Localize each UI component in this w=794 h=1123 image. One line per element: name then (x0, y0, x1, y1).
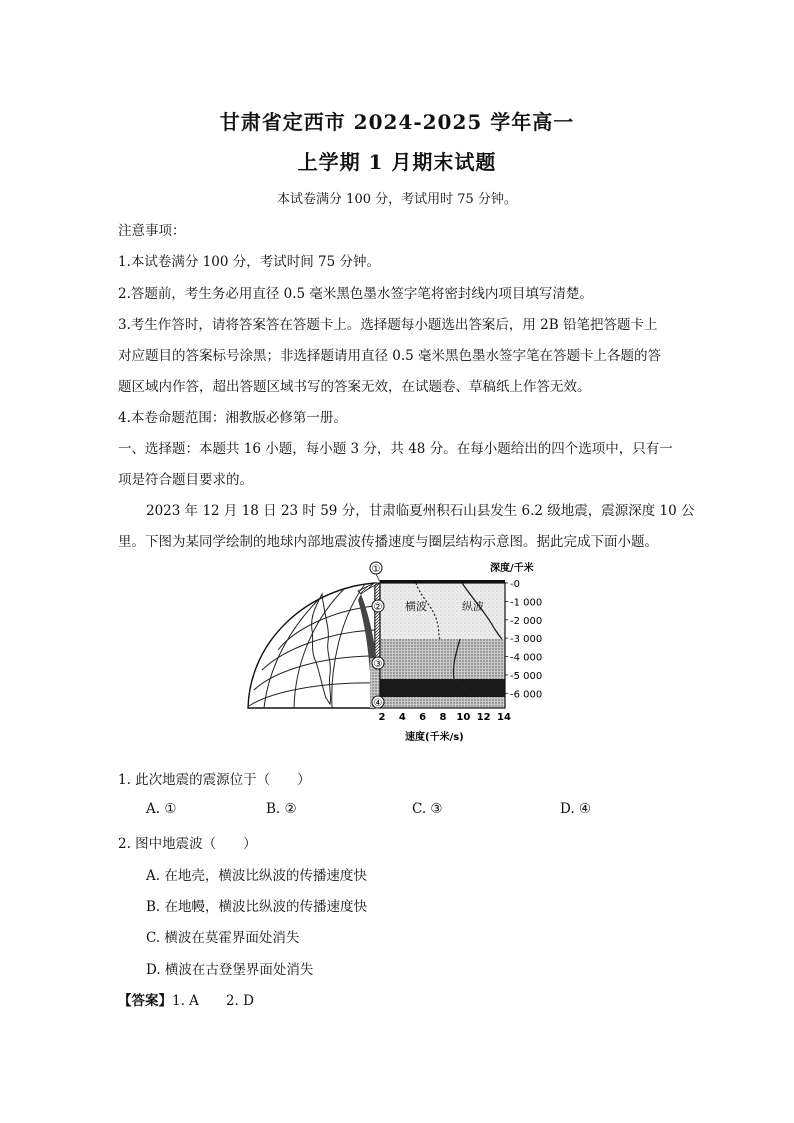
speed-tick-label: 2 (378, 712, 386, 723)
question-option[interactable]: A. ① (146, 801, 177, 817)
speed-tick-label: 4 (398, 712, 406, 723)
notice-item: 3.考生作答时，请将答案答在答题卡上。选择题每小题选出答案后，用 2B 铅笔把答题卡上 (118, 317, 658, 333)
question-option[interactable]: B. 在地幔，横波比纵波的传播速度快 (146, 899, 368, 915)
page-title-line1: 甘肃省定西市 2024-2025 学年高一 (219, 110, 575, 134)
speed-tick-label: 10 (456, 712, 471, 723)
speed-tick-label: 6 (419, 712, 427, 723)
depth-tick-label: -5 000 (510, 670, 543, 682)
subtitle: 本试卷满分 100 分，考试用时 75 分钟。 (277, 192, 517, 207)
depth-tick-label: -0 (510, 579, 520, 590)
notice-item: 4.本卷命题范围：湘教版必修第一册。 (118, 410, 347, 426)
earth-interior-figure (240, 558, 560, 748)
speed-tick-label: 14 (497, 712, 511, 723)
layer-mark-1: ① (371, 564, 381, 575)
question-option[interactable]: A. 在地壳，横波比纵波的传播速度快 (146, 868, 367, 884)
cross-section-panel (380, 580, 505, 708)
depth-tick-label: -2 000 (510, 615, 543, 627)
wave-p-label: 纵波 (462, 600, 484, 613)
wave-s-label: 横波 (405, 600, 427, 613)
depth-axis-label: 深度/千米 (490, 563, 534, 574)
depth-tick-label: -4 000 (510, 652, 543, 664)
answer-label: 【答案】 (118, 993, 172, 1009)
speed-tick-label: 8 (439, 712, 447, 723)
section-instruction: 一、选择题：本题共 16 小题，每小题 3 分，共 48 分。在每小题给出的四个选项中，只有一 (118, 441, 673, 457)
globe (248, 583, 380, 708)
question-option[interactable]: B. ② (266, 801, 297, 817)
question-option[interactable]: D. 横波在古登堡界面处消失 (146, 962, 314, 978)
page-title-line2: 上学期 1 月期末试题 (297, 150, 497, 174)
passage-text: 2023 年 12 月 18 日 23 时 59 分，甘肃临夏州积石山县发生 6.2 级地震，震源深度 10 公 (146, 503, 695, 519)
answer-line (118, 989, 254, 1009)
speed-axis (379, 712, 511, 743)
question-option[interactable]: C. ③ (412, 801, 443, 817)
passage-text: 里。下图为某同学绘制的地球内部地震波传播速度与圈层结构示意图。据此完成下面小题。 (118, 534, 658, 550)
speed-tick-label: 12 (476, 712, 491, 723)
notice-heading: 注意事项： (118, 223, 186, 239)
notice-item: 题区域内作答，超出答题区域书写的答案无效，在试题卷、草稿纸上作答无效。 (118, 379, 591, 395)
layer-mark-4: ④ (373, 698, 383, 709)
answer-text: 1. A 2. D (172, 993, 254, 1009)
depth-tick-label: -3 000 (510, 634, 543, 646)
speed-axis-label: 速度(千米/s) (405, 732, 464, 743)
notice-item: 2.答题前，考生务必用直径 0.5 毫米黑色墨水签字笔将密封线内项目填写清楚。 (118, 286, 593, 302)
layer-mark-2: ② (373, 602, 383, 613)
notice-item: 1.本试卷满分 100 分，考试时间 75 分钟。 (118, 254, 380, 270)
question-stem: 1. 此次地震的震源位于（ ） (118, 772, 311, 788)
question-option[interactable]: C. 横波在莫霍界面处消失 (146, 930, 300, 946)
layer-mark-3: ③ (373, 659, 383, 670)
question-option[interactable]: D. ④ (560, 801, 592, 817)
question-stem: 2. 图中地震波（ ） (118, 836, 257, 852)
depth-tick-label: -1 000 (510, 597, 543, 609)
section-instruction: 项是符合题目要求的。 (118, 472, 253, 488)
notice-item: 对应题目的答案标号涂黑；非选择题请用直径 0.5 毫米黑色墨水签字笔在答题卡上各题的答 (118, 348, 662, 364)
depth-tick-label: -6 000 (510, 689, 543, 701)
